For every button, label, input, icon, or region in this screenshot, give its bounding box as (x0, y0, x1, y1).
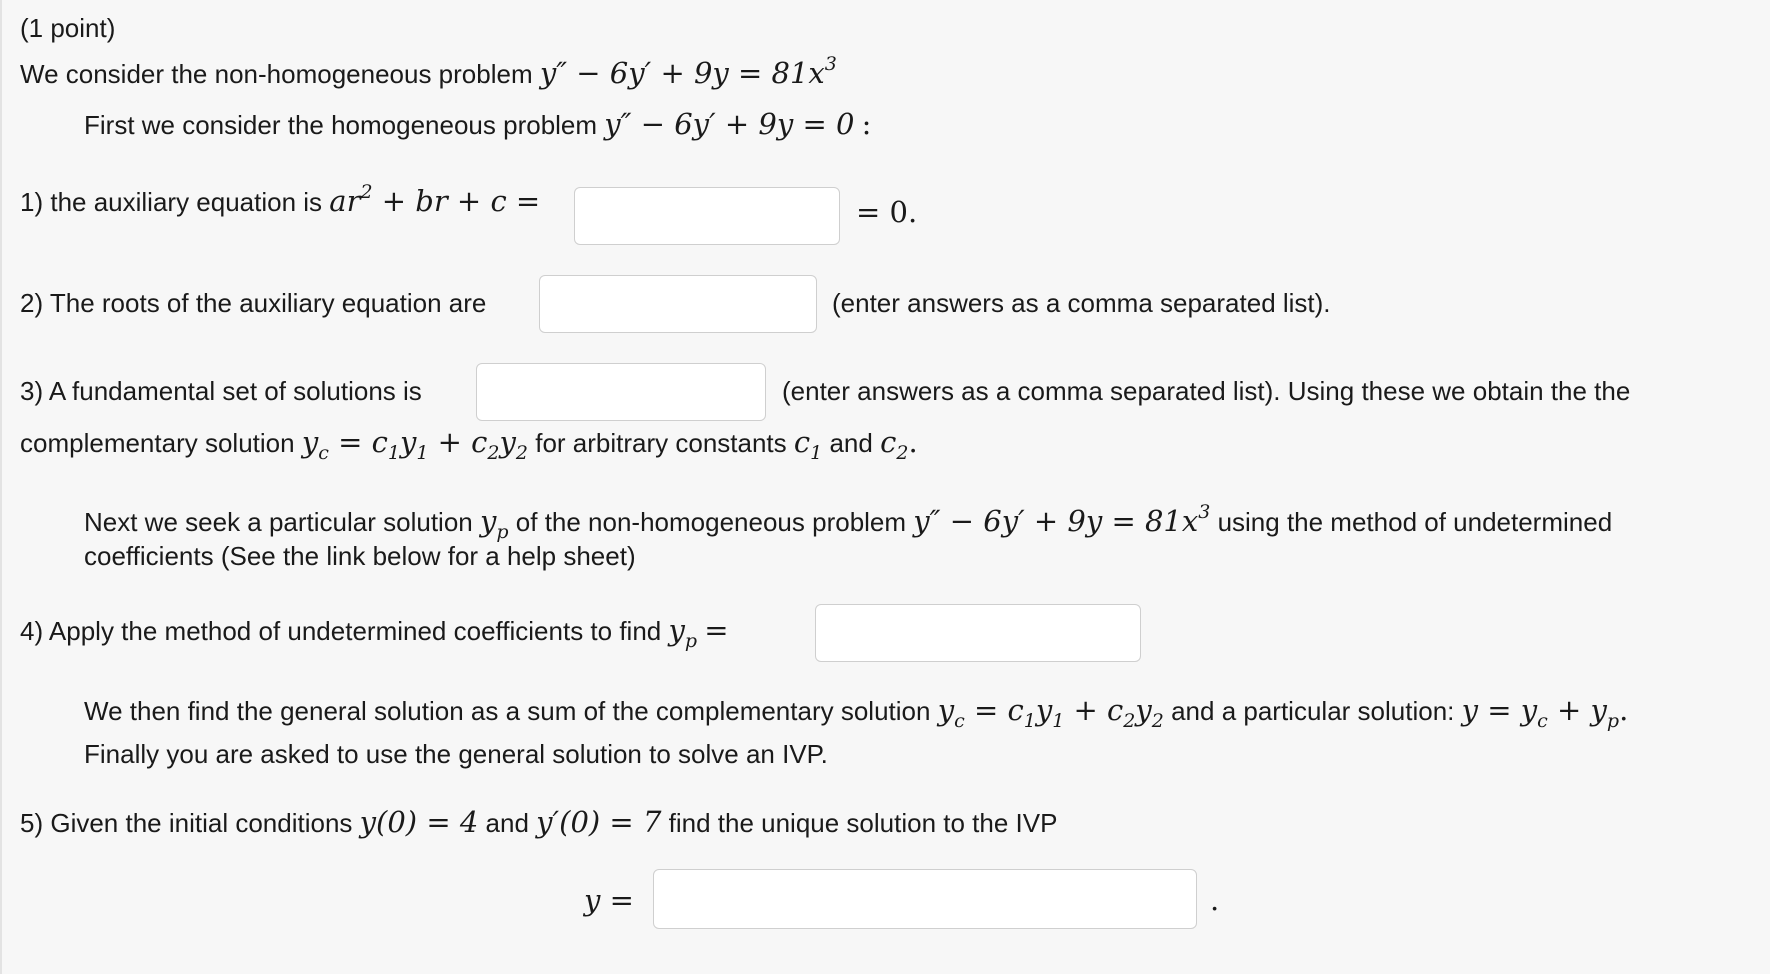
points-label: (1 point) (20, 13, 116, 43)
q1-after: = 0. (856, 195, 918, 229)
q3-after: (enter answers as a comma separated list). Using these we obtain the the (782, 376, 1631, 406)
q1-text: 1) the auxiliary equation is (20, 187, 323, 217)
general-y-formula: $y = y_c + y_p$. (1461, 693, 1629, 732)
q1-label (20, 176, 540, 218)
period: . (908, 425, 918, 459)
particular-text-a: Next we seek a particular solution (84, 507, 473, 537)
q4-yp: $y_p$ (668, 613, 698, 652)
q3-line2-tail: for arbitrary constants (535, 428, 787, 458)
yp-symbol: $y_p$ (479, 504, 509, 543)
q2-label: 2) The roots of the auxiliary equation are (20, 288, 487, 318)
general-line1 (84, 694, 1628, 737)
auxiliary-equation-input[interactable] (574, 187, 840, 245)
problem-intro (20, 48, 837, 90)
general-yc-formula: $y_c = c_1y_1 + c_2y_2$ (937, 693, 1164, 732)
q5-label (20, 806, 1057, 839)
q4-label (20, 614, 729, 657)
ivp-period: . (1210, 883, 1220, 917)
initial-condition-1: y(0) = 4 (359, 805, 479, 839)
q1-math: $ar^2$ + br + c = (329, 181, 541, 218)
homogeneous-equation: y″ − 6y′ + 9y = 0 (604, 107, 855, 141)
q3-line2-text: complementary solution (20, 428, 295, 458)
q3-label: 3) A fundamental set of solutions is (20, 376, 422, 406)
ivp-solution-input[interactable] (653, 869, 1197, 929)
and-text: and (829, 428, 873, 458)
particular-solution-input[interactable] (815, 604, 1141, 662)
particular-text-b: of the non-homogeneous problem (515, 507, 907, 537)
intro-text: We consider the non-homogeneous problem (20, 59, 533, 89)
q5-and: and (485, 808, 529, 838)
homogeneous-intro (84, 108, 871, 141)
q5-text: 5) Given the initial conditions (20, 808, 353, 838)
complementary-solution-formula: $y_c = c_1y_1 + c_2y_2$ (301, 425, 528, 464)
intro-equation: $y'' - 6y' + 9y = 81x^3$ (539, 53, 837, 90)
roots-input[interactable] (539, 275, 817, 333)
general-text-a: We then find the general solution as a sum of the complementary solution (84, 696, 931, 726)
q2-after: (enter answers as a comma separated list). (832, 288, 1331, 318)
q5-tail: find the unique solution to the IVP (668, 808, 1058, 838)
homogeneous-text: First we consider the homogeneous problem (84, 110, 598, 140)
ivp-y-equals: y = (584, 883, 634, 917)
q4-text: 4) Apply the method of undetermined coefficients to find (20, 616, 662, 646)
particular-equation: $y'' - 6y' + 9y = 81x^3$ (913, 501, 1211, 538)
general-text-b: and a particular solution: (1171, 696, 1455, 726)
particular-line2: coefficients (See the link below for a help sheet) (84, 541, 636, 571)
particular-text-c: using the method of undetermined (1217, 507, 1613, 537)
initial-condition-2: y′(0) = 7 (536, 805, 662, 839)
general-line2: Finally you are asked to use the general solution to solve an IVP. (84, 739, 828, 769)
c2-symbol: $c_2$ (880, 425, 909, 464)
c1-symbol: $c_1$ (793, 425, 823, 464)
fundamental-set-input[interactable] (476, 363, 766, 421)
q3-line2 (20, 426, 918, 469)
colon: : (861, 107, 872, 141)
q4-equals: = (704, 613, 729, 647)
